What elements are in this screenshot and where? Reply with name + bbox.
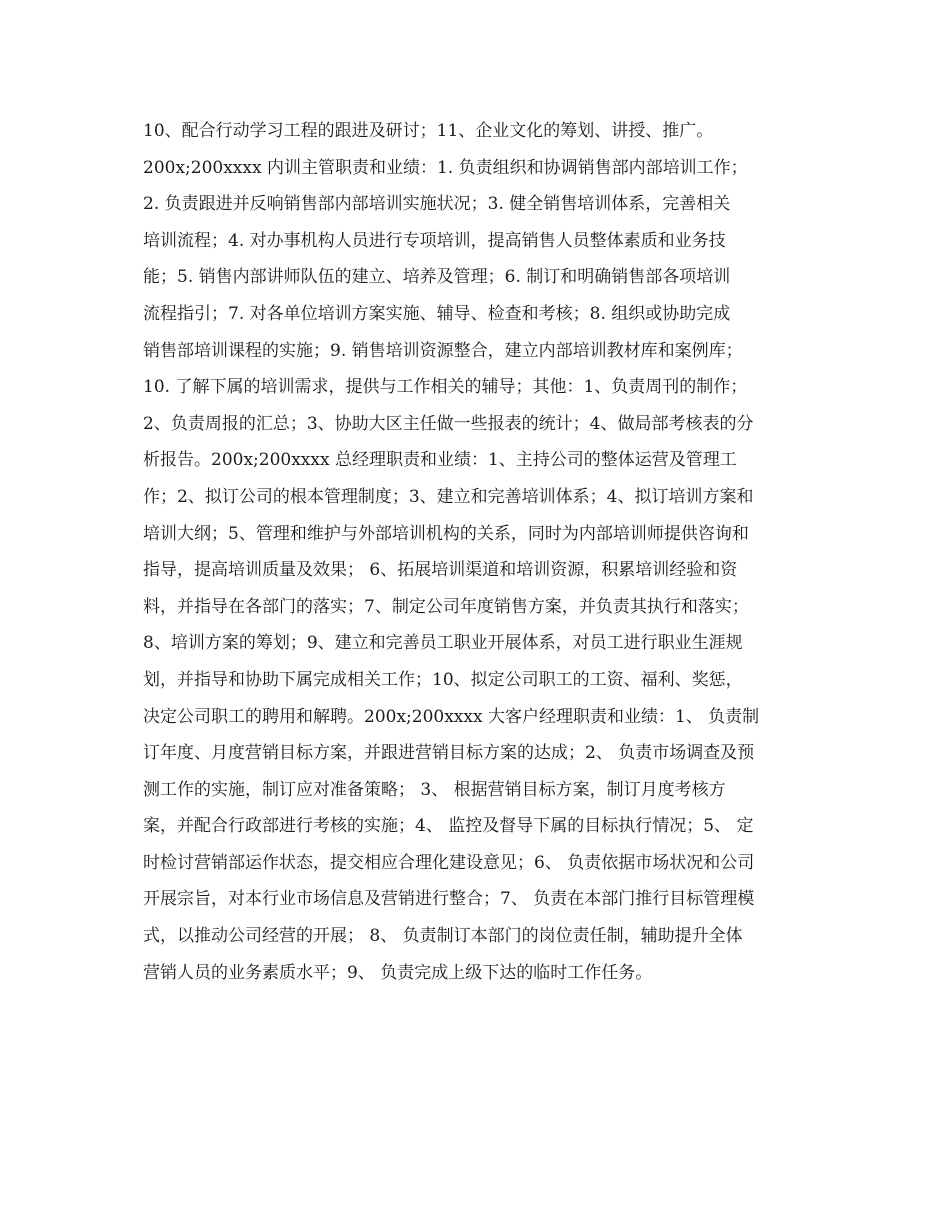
text-line: 开展宗旨，对本行业市场信息及营销进行整合；7、 负责在本部门推行目标管理模: [143, 889, 755, 910]
document-body: [143, 113, 815, 991]
text-line: 时检讨营销部运作状态，提交相应合理化建设意见；6、 负责依据市场状况和公司: [143, 852, 755, 873]
text-line: 能；5. 销售内部讲师队伍的建立、培养及管理；6. 制订和明确销售部各项培训: [143, 267, 731, 288]
text-line: 作；2、拟订公司的根本管理制度；3、建立和完善培训体系；4、拟订培训方案和: [143, 486, 754, 507]
text-line: 决定公司职工的聘用和解聘。200x;200xxxx 大客户经理职责和业绩：1、 负责制: [143, 706, 760, 727]
text-line: 订年度、月度营销目标方案，并跟进营销目标方案的达成；2、 负责市场调查及预: [143, 743, 755, 764]
text-line: 10. 了解下属的培训需求，提供与工作相关的辅导；其他：1、负责周刊的制作；: [143, 377, 748, 398]
text-line: 培训大纲；5、管理和维护与外部培训机构的关系，同时为内部培训师提供咨询和: [143, 523, 749, 544]
text-line: 划，并指导和协助下属完成相关工作；10、拟定公司职工的工资、福利、奖惩，: [143, 669, 743, 690]
text-line: 料，并指导在各部门的落实；7、制定公司年度销售方案，并负责其执行和落实；: [143, 596, 749, 617]
text-line: 营销人员的业务素质水平；9、 负责完成上级下达的临时工作任务。: [143, 962, 653, 983]
text-line: 200x;200xxxx 内训主管职责和业绩：1. 负责组织和协调销售部内部培训工作；: [143, 157, 748, 178]
text-line: 析报告。200x;200xxxx 总经理职责和业绩：1、主持公司的整体运营及管理工: [143, 450, 737, 471]
text-line: 8、培训方案的筹划；9、建立和完善员工职业开展体系，对员工进行职业生涯规: [143, 633, 743, 654]
text-line: 10、配合行动学习工程的跟进及研讨；11、企业文化的筹划、讲授、推广。: [143, 121, 714, 141]
text-line: 销售部培训课程的实施；9. 销售培训资源整合，建立内部培训教材库和案例库；: [143, 340, 743, 361]
text-line: 式，以推动公司经营的开展； 8、 负责制订本部门的岗位责任制，辅助提升全体: [143, 926, 743, 947]
text-line: 案，并配合行政部进行考核的实施；4、 监控及督导下属的目标执行情况；5、 定: [143, 816, 754, 837]
text-line: 2. 负责跟进并反响销售部内部培训实施状况；3. 健全销售培训体系，完善相关: [143, 194, 731, 215]
text-line: 流程指引；7. 对各单位培训方案实施、辅导、检查和考核；8. 组织或协助完成: [143, 303, 731, 324]
text-line: 测工作的实施，制订应对准备策略； 3、 根据营销目标方案，制订月度考核方: [143, 779, 726, 800]
text-line: 指导，提高培训质量及效果； 6、拓展培训渠道和培训资源，积累培训经验和资: [143, 560, 738, 581]
text-line: 培训流程；4. 对办事机构人员进行专项培训，提高销售人员整体素质和业务技: [143, 230, 726, 251]
text-line: 2、负责周报的汇总；3、协助大区主任做一些报表的统计；4、做局部考核表的分: [143, 413, 754, 434]
